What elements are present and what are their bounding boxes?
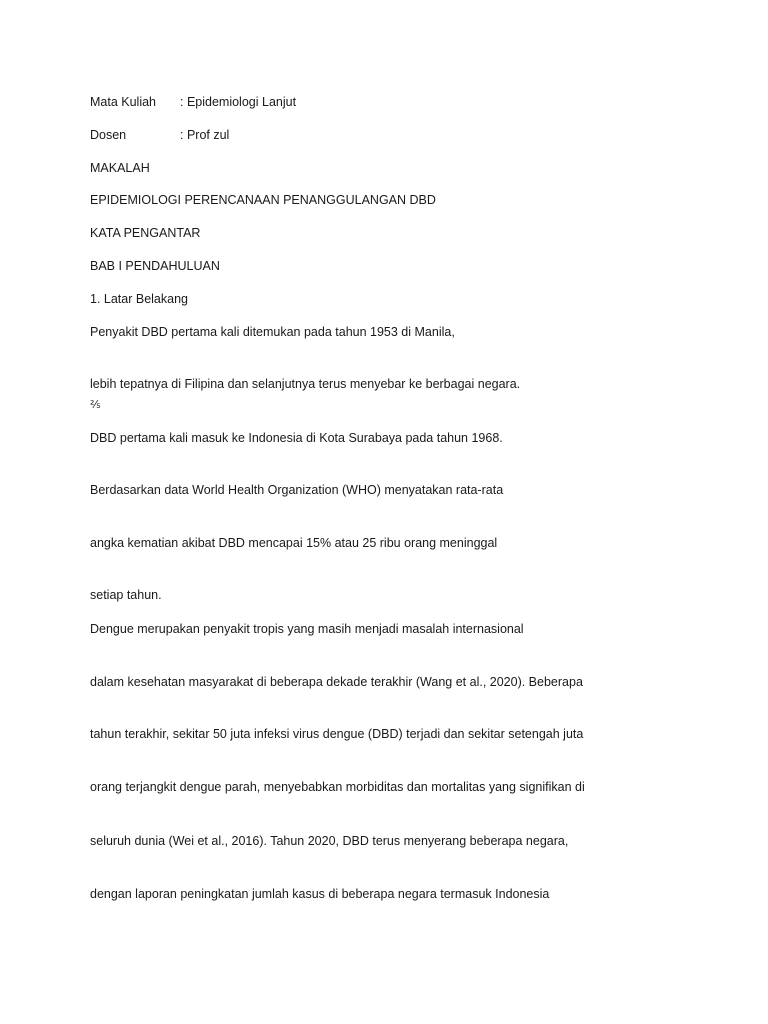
fraction-glyph: ⅖: [90, 399, 101, 411]
body-line: Dengue merupakan penyakit tropis yang masih menjadi masalah internasional: [90, 622, 524, 636]
lecturer-label: Dosen: [90, 128, 127, 142]
chapter-heading: BAB I PENDAHULUAN: [90, 259, 220, 273]
body-line: lebih tepatnya di Filipina dan selanjutnya terus menyebar ke berbagai negara.: [90, 377, 521, 391]
body-line: dengan laporan peningkatan jumlah kasus di beberapa negara termasuk Indonesia: [90, 887, 550, 901]
body-line: Penyakit DBD pertama kali ditemukan pada tahun 1953 di Manila,: [90, 325, 455, 339]
course-value: : Epidemiologi Lanjut: [180, 95, 297, 109]
lecturer-value: : Prof zul: [180, 128, 230, 142]
document-type: MAKALAH: [90, 161, 150, 175]
course-label: Mata Kuliah: [90, 95, 157, 109]
body-line: DBD pertama kali masuk ke Indonesia di Kota Surabaya pada tahun 1968.: [90, 431, 503, 445]
preface-heading: KATA PENGANTAR: [90, 226, 201, 240]
lecturer-row: [90, 127, 229, 143]
body-line: angka kematian akibat DBD mencapai 15% atau 25 ribu orang meninggal: [90, 536, 498, 550]
body-line: setiap tahun.: [90, 588, 162, 602]
body-line: Berdasarkan data World Health Organization (WHO) menyatakan rata-rata: [90, 483, 504, 497]
body-line: dalam kesehatan masyarakat di beberapa dekade terakhir (Wang et al., 2020). Beberapa: [90, 675, 583, 689]
body-line: orang terjangkit dengue parah, menyebabkan morbiditas dan mortalitas yang signifikan di: [90, 780, 585, 794]
section-heading: 1. Latar Belakang: [90, 292, 188, 306]
body-line: seluruh dunia (Wei et al., 2016). Tahun 2020, DBD terus menyerang beberapa negara,: [90, 834, 569, 848]
document-title: EPIDEMIOLOGI PERENCANAAN PENANGGULANGAN DBD: [90, 193, 436, 207]
course-row: [90, 94, 296, 110]
body-line: tahun terakhir, sekitar 50 juta infeksi virus dengue (DBD) terjadi dan sekitar setengah juta: [90, 727, 584, 741]
